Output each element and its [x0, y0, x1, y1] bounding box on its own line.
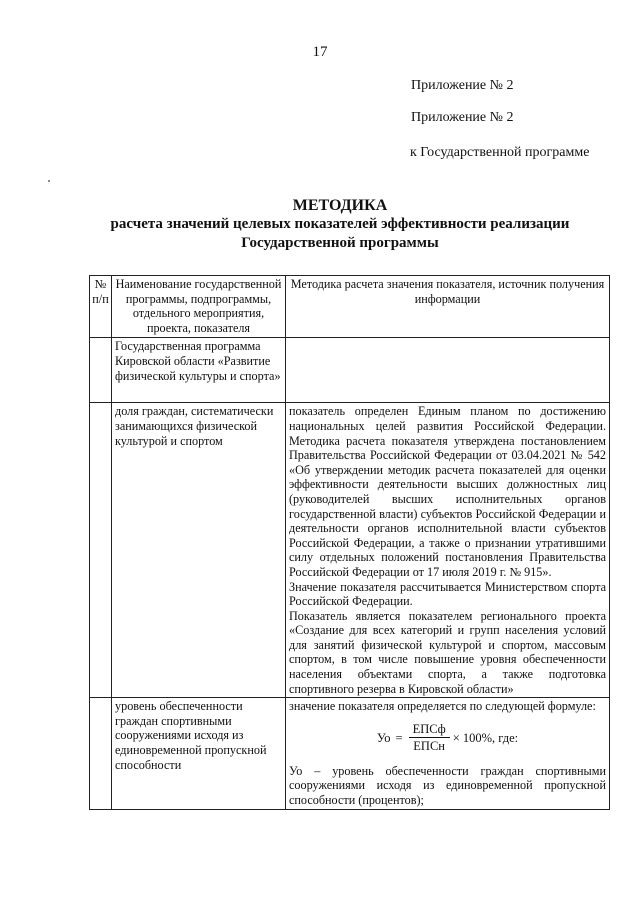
- scan-speck: [48, 180, 50, 182]
- method-definition: Уо – уровень обеспеченности граждан спортивными сооружениями исходя из единовременной пропускной способности (процентов);: [289, 763, 606, 808]
- table-row: [90, 698, 610, 809]
- row-method: [286, 698, 610, 809]
- document-subtitle-line-2: Государственной программы: [241, 235, 439, 251]
- table-header-row: [90, 276, 610, 338]
- document-title-block: [80, 196, 600, 253]
- appendix-line-3: к Государственной программе: [410, 145, 590, 160]
- method-paragraph: Значение показателя рассчитывается Министерством спорта Российской Федерации.: [289, 579, 606, 609]
- formula-denominator: ЕПСн: [413, 739, 445, 754]
- method-intro: значение показателя определяется по следующей формуле:: [289, 699, 596, 714]
- table-row: [90, 403, 610, 698]
- formula-lhs: Уо: [376, 730, 391, 745]
- formula: [289, 716, 606, 760]
- formula-fraction: [409, 722, 450, 754]
- appendix-line-1: Приложение № 2: [411, 78, 514, 93]
- row-name: доля граждан, систематически занимающихся физической культурой и спортом: [112, 403, 286, 698]
- document-subtitle-line-1: расчета значений целевых показателей эффективности реализации: [110, 216, 570, 232]
- document-title: МЕТОДИКА: [292, 197, 388, 214]
- methodology-table: [89, 275, 610, 810]
- page-number: 17: [312, 44, 328, 60]
- row-name: Государственная программа Кировской области «Развитие физической культуры и спорта»: [112, 338, 286, 403]
- row-method: [286, 338, 610, 403]
- formula-numerator: ЕПСф: [409, 722, 450, 739]
- method-paragraph: Показатель является показателем регионального проекта «Создание для всех категорий и групп населения условий для занятий физической культурой и спортом, массовым спортом, в том числе повышение уровня обеспеченности населения объектами спорта, а также подготовка спортивного резерва в Кировской области»: [289, 608, 606, 696]
- appendix-line-2: Приложение № 2: [411, 110, 514, 125]
- row-name: уровень обеспеченности граждан спортивными сооружениями исходя из единовременной пропускной способности: [112, 698, 286, 809]
- header-name: Наименование государственной программы, подпрограммы, отдельного мероприятия, проекта, показателя: [112, 276, 286, 338]
- table-row: [90, 338, 610, 403]
- row-num: [90, 403, 112, 698]
- method-paragraph: показатель определен Единым планом по достижению национальных целей развития Российской Федерации. Методика расчета показателя утверждена постановлением Правительства Российской Федерации от 03.04.2021 № 542 «Об утверждении методик расчета показателей для оценки эффективности деятельности высших должностных лиц (руководителей высших исполнительных органов государственной власти) субъектов Российской Федерации и деятельности органов исполнительной власти субъектов Российской Федерации, а также о признании утратившими силу отдельных положений постановления Правительства Российской Федерации от 17 июля 2019 г. № 915».: [289, 404, 606, 579]
- row-num: [90, 338, 112, 403]
- formula-rhs: × 100%, где:: [452, 730, 519, 745]
- row-method: [286, 403, 610, 698]
- header-num: № п/п: [90, 276, 112, 338]
- formula-eq: =: [395, 730, 403, 745]
- row-num: [90, 698, 112, 809]
- header-method: Методика расчета значения показателя, источник получения информации: [286, 276, 610, 338]
